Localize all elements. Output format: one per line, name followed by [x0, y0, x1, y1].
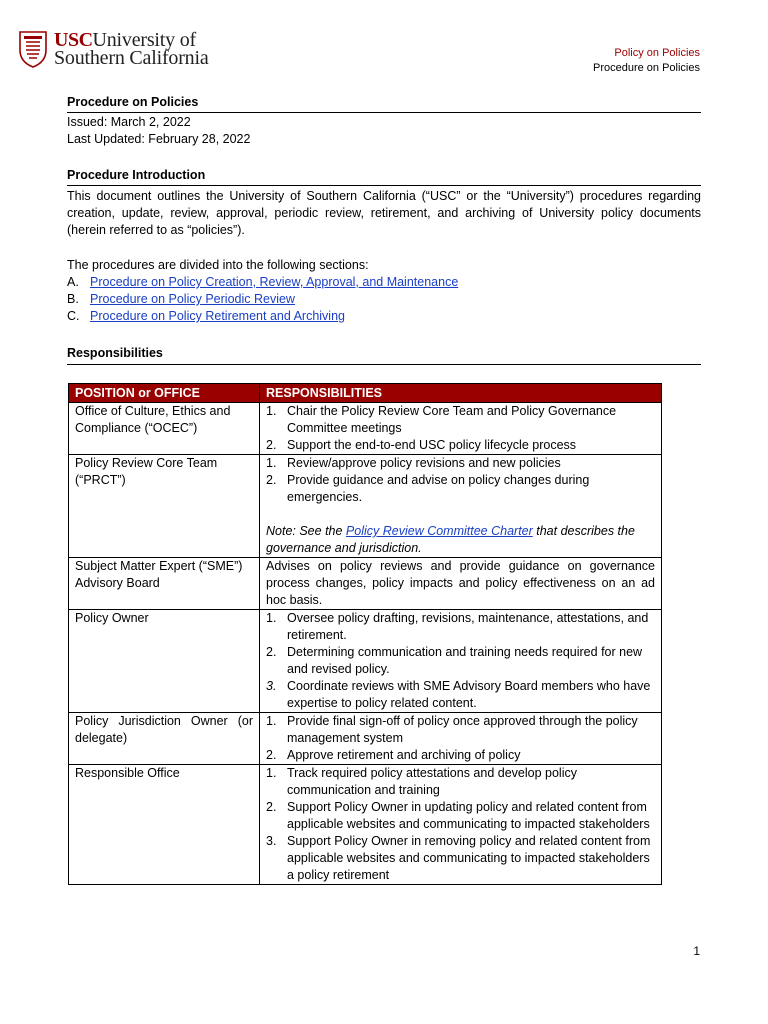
header-procedure-title: Procedure on Policies: [592, 62, 700, 74]
title-rule: [67, 112, 701, 113]
responsibilities-table: [68, 383, 662, 885]
responsibilities-cell: [260, 455, 662, 558]
list-item: 3. Coordinate reviews with SME Advisory Board members who have expertise to policy related content.: [266, 679, 651, 710]
col-header-position: POSITION or OFFICE: [69, 384, 260, 403]
col-header-responsibilities: RESPONSIBILITIES: [260, 384, 662, 403]
usc-seal-icon: [18, 30, 48, 68]
responsibilities-cell: [260, 403, 662, 455]
section-item: [67, 308, 701, 325]
sections-block: [67, 257, 701, 325]
charter-link[interactable]: Policy Review Committee Charter: [345, 524, 533, 538]
position-cell: Responsible Office: [69, 765, 260, 885]
table-row: [69, 558, 662, 610]
issued-date: Issued: March 2, 2022: [67, 115, 191, 129]
responsibilities-rule: [67, 364, 701, 365]
responsibilities-heading: Responsibilities: [67, 346, 163, 360]
charter-note: Note: See the Policy Review Committee Charter that describes the governance and jurisdiction.: [266, 524, 635, 555]
responsibilities-cell: Advises on policy reviews and provide guidance on governance process changes, policy impacts and policy effectiveness on an ad hoc basis.: [260, 558, 662, 610]
section-item: [67, 291, 701, 308]
updated-date: Last Updated: February 28, 2022: [67, 132, 251, 146]
list-item: 2. Provide guidance and advise on policy changes during emergencies.: [266, 473, 590, 504]
logo-usc-text: USC: [54, 29, 93, 51]
dates-block: [67, 114, 701, 148]
intro-heading: Procedure Introduction: [67, 168, 206, 182]
list-item: 1. Oversee policy drafting, revisions, maintenance, attestations, and retirement.: [266, 611, 649, 642]
sections-lead: The procedures are divided into the following sections:: [67, 258, 369, 272]
list-item: 3. Support Policy Owner in removing policy and related content from applicable websites and communicating to impacted stakeholders a policy retirement: [266, 834, 651, 882]
usc-logo: [18, 30, 209, 68]
page-title: Procedure on Policies: [67, 95, 199, 109]
section-label: A.: [67, 275, 79, 289]
intro-rule: [67, 185, 701, 186]
list-item: 2. Support the end-to-end USC policy lifecycle process: [266, 438, 577, 452]
list-item: 1. Provide final sign-off of policy once approved through the policy management system: [266, 714, 638, 745]
position-cell: Subject Matter Expert (“SME”) Advisory Board: [69, 558, 260, 610]
table-header-row: [69, 384, 662, 403]
list-item: 2. Approve retirement and archiving of policy: [266, 748, 521, 762]
intro-heading-block: [67, 167, 701, 184]
intro-paragraph: This document outlines the University of Southern California (“USC” or the “University”) procedures regarding creation, update, review, approval, periodic review, retirement, and archiving of University policy documents (herein referred to as “policies”).: [67, 189, 701, 237]
title-block: [67, 94, 701, 111]
running-header: [593, 46, 700, 76]
section-link-b[interactable]: Procedure on Policy Periodic Review: [90, 292, 295, 306]
table-row: [69, 455, 662, 558]
section-item: [67, 274, 701, 291]
list-item: 2. Determining communication and training needs required for new and revised policy.: [266, 645, 643, 676]
logo-line2-text: Southern California: [54, 47, 209, 69]
responsibilities-cell: [260, 765, 662, 885]
list-item: 1. Track required policy attestations and develop policy communication and training: [266, 766, 577, 797]
section-link-c[interactable]: Procedure on Policy Retirement and Archiving: [90, 309, 345, 323]
position-cell: Policy Owner: [69, 610, 260, 713]
table-row: [69, 403, 662, 455]
header-policy-title: Policy on Policies: [614, 47, 700, 59]
list-item: 1. Review/approve policy revisions and new policies: [266, 456, 561, 470]
page-number: 1: [693, 944, 700, 958]
logo-line1-text: University of: [92, 29, 197, 51]
list-item: 2. Support Policy Owner in updating policy and related content from applicable websites and communicating to impacted stakeholders: [266, 800, 650, 831]
responsibilities-cell: [260, 713, 662, 765]
section-label: C.: [67, 309, 80, 323]
position-cell: Policy Jurisdiction Owner (or delegate): [69, 713, 260, 765]
table-row: [69, 765, 662, 885]
section-label: B.: [67, 292, 79, 306]
section-link-a[interactable]: Procedure on Policy Creation, Review, Approval, and Maintenance: [90, 275, 459, 289]
responsibilities-heading-block: [67, 345, 701, 362]
position-cell: Policy Review Core Team (“PRCT”): [69, 455, 260, 558]
table-row: [69, 713, 662, 765]
list-item: 1. Chair the Policy Review Core Team and Policy Governance Committee meetings: [266, 404, 617, 435]
table-row: [69, 610, 662, 713]
responsibilities-cell: [260, 610, 662, 713]
position-cell: Office of Culture, Ethics and Compliance (“OCEC”): [69, 403, 260, 455]
